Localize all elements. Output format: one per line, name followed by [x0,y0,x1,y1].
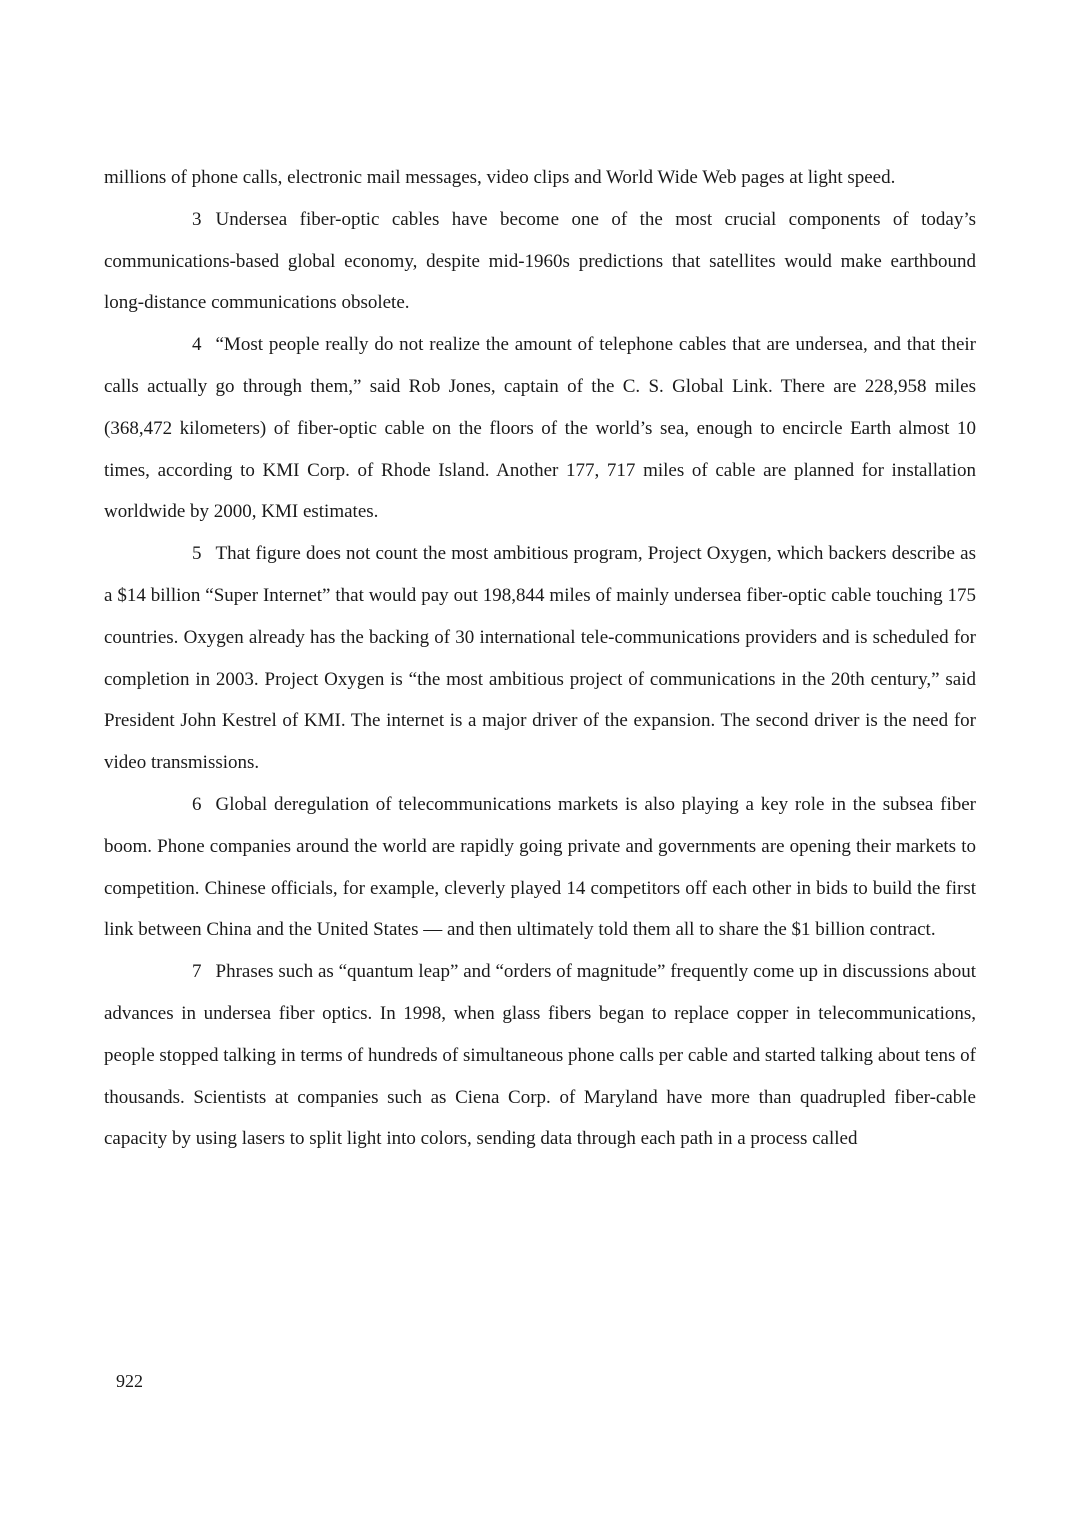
paragraph-6 [104,784,976,951]
paragraph-number: 6 [192,793,202,815]
paragraph-text: That figure does not count the most ambitious program, Project Oxygen, which backers describe as a $14 billion “Super Internet” that would pay out 198,844 miles of mainly undersea fiber-optic cable touching 175 countries. Oxygen already has the backing of 30 international tele-communications providers and is scheduled for completion in 2003. Project Oxygen is “the most ambitious project of communications in the 20th century,” said President John Kestrel of KMI. The internet is a major driver of the expansion. The second driver is the need for video transmissions. [104,543,976,774]
paragraph-5 [104,533,976,784]
paragraph-3 [104,199,976,324]
paragraph-text: millions of phone calls, electronic mail messages, video clips and World Wide Web pages at light speed. [104,167,896,188]
paragraph-7 [104,951,976,1160]
paragraph-number: 5 [192,543,202,565]
paragraph-text: Global deregulation of telecommunications markets is also playing a key role in the subsea fiber boom. Phone companies around the world are rapidly going private and governments are opening their markets to competition. Chinese officials, for example, cleverly played 14 competitors off each other in bids to build the first link between China and the United States — and then ultimately told them all to share the $1 billion contract. [104,793,976,941]
paragraph-text: Phrases such as “quantum leap” and “orders of magnitude” frequently come up in discussions about advances in undersea fiber optics. In 1998, when glass fibers began to replace copper in telecommunications, people stopped talking in terms of hundreds of simultaneous phone calls per cable and started talking about tens of thousands. Scientists at companies such as Ciena Corp. of Maryland have more than quadrupled fiber-cable capacity by using lasers to split light into colors, sending data through each path in a process called [104,961,976,1150]
paragraph-text: Undersea fiber-optic cables have become one of the most crucial components of today’s communications-based global economy, despite mid-1960s predictions that satellites would make earthbound long-distance communications obsolete. [104,208,976,314]
paragraph-number: 3 [192,208,202,230]
paragraph-text: “Most people really do not realize the amount of telephone cables that are undersea, and that their calls actually go through them,” said Rob Jones, captain of the C. S. Global Link. There are 228,958 miles (368,472 kilometers) of fiber-optic cable on the floors of the world’s sea, enough to encircle Earth almost 10 times, according to KMI Corp. of Rhode Island. Another 177, 717 miles of cable are planned for installation worldwide by 2000, KMI estimates. [104,334,976,523]
paragraph-continuation [104,157,976,199]
paragraph-number: 7 [192,961,202,983]
paragraph-4 [104,324,976,533]
document-body [104,157,976,1160]
paragraph-number: 4 [192,334,202,356]
page-number: 922 [116,1371,143,1391]
